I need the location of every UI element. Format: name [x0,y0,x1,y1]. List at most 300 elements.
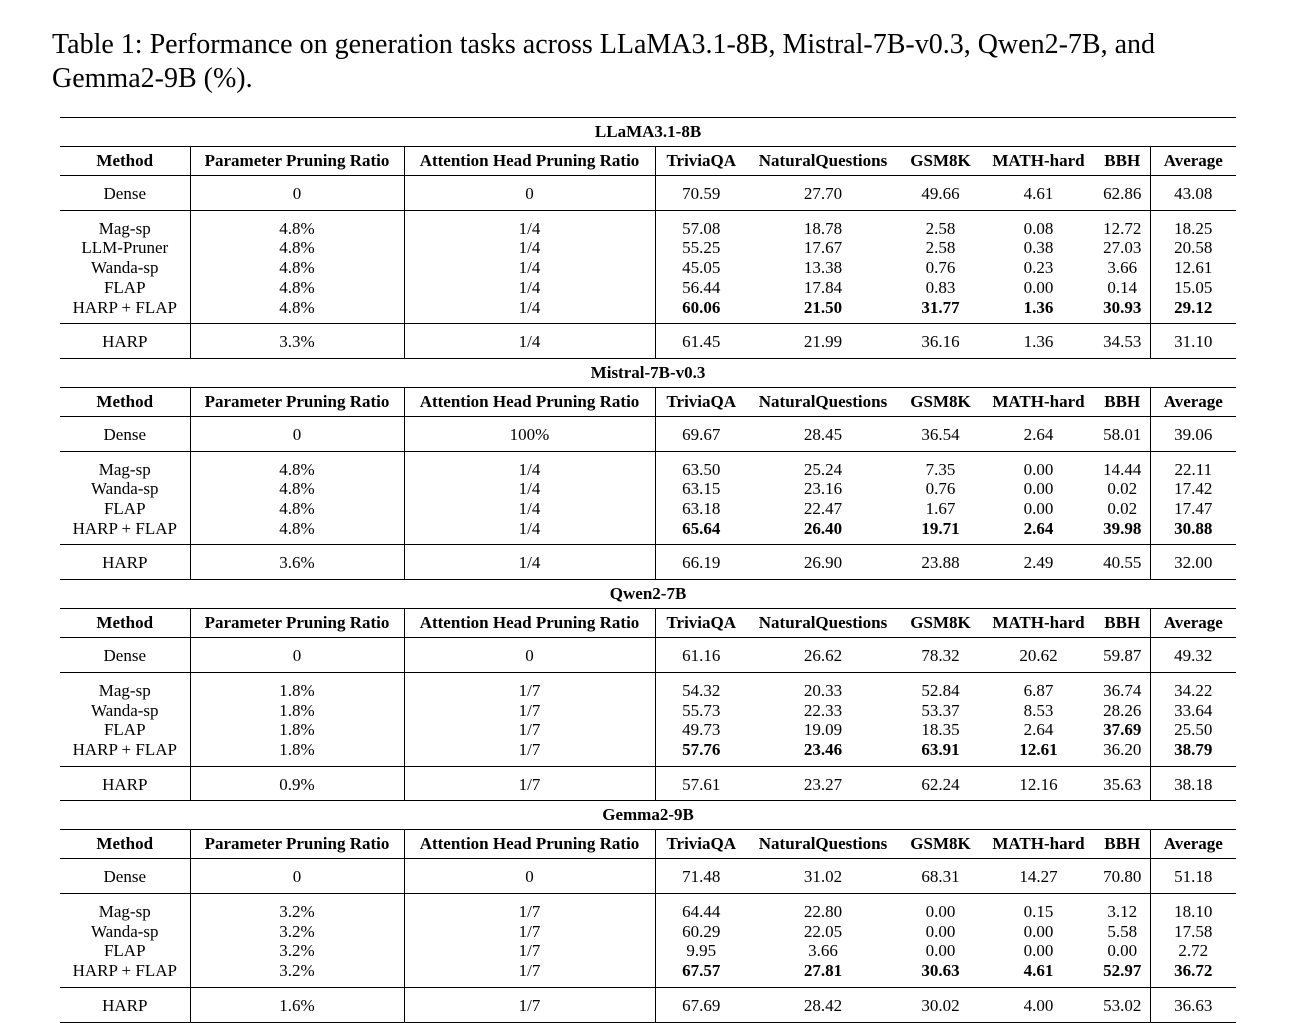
table-cell: 62.86 [1095,176,1150,211]
table-cell: 0 [190,859,404,894]
table-cell: 4.61 [982,176,1095,211]
table-cell: 21.50 [747,298,899,324]
table-cell: 36.63 [1150,987,1236,1022]
table-cell: 27.03 [1095,238,1150,258]
table-cell: 1/4 [404,278,655,298]
table-cell: 31.77 [899,298,982,324]
table-cell: 4.8% [190,278,404,298]
table-cell: 31.10 [1150,324,1236,359]
table-cell: 38.18 [1150,766,1236,801]
table-cell: 30.02 [899,987,982,1022]
table-cell: 17.42 [1174,479,1213,499]
column-header: BBH [1095,830,1150,859]
table-row [60,672,1236,700]
table-row [60,298,1236,324]
table-cell: 15.05 [1174,277,1213,297]
table-cell: 28.26 [1095,701,1150,721]
table-cell: 27.81 [747,961,899,987]
table-cell: 0.00 [1023,499,1054,519]
table-cell: 36.72 [1150,961,1236,987]
column-header: Attention Head Pruning Ratio [404,830,655,859]
column-header-row [60,387,1236,416]
table-cell: 23.27 [747,766,899,801]
table-row [60,258,1236,278]
table-cell: 3.66 [1095,258,1150,278]
table-cell: 1/4 [404,451,655,479]
table-cell: 66.19 [655,545,747,580]
table-cell: 0.76 [925,258,956,278]
table-cell: 1.6% [190,987,404,1022]
column-header: Method [60,830,190,859]
table-cell: 78.32 [899,638,982,673]
column-header: BBH [1095,387,1150,416]
table-cell: 1/7 [404,941,655,961]
table-cell: 2.49 [982,545,1095,580]
table-cell: 49.73 [682,720,721,740]
table-row [60,922,1236,942]
table-cell: 67.69 [655,987,747,1022]
table-row [60,416,1236,451]
table-cell: Wanda-sp [60,479,190,499]
table-row [60,519,1236,545]
table-cell: 34.53 [1095,324,1150,359]
table-cell: 63.50 [682,459,721,479]
table-row [60,278,1236,298]
table-cell: 45.05 [682,258,721,278]
table-cell: 30.63 [899,961,982,987]
table-cell: 0 [404,638,655,673]
table-cell: 0.02 [1095,499,1150,519]
table-cell: 2.72 [1178,941,1209,961]
column-header: Average [1150,387,1236,416]
table-cell: 4.8% [190,210,404,238]
table-cell: FLAP [60,720,190,740]
column-header: NaturalQuestions [747,147,899,176]
table-cell: 43.08 [1150,176,1236,211]
table-cell: 1/7 [404,701,655,721]
table-cell: 57.08 [682,218,721,238]
table-cell: 37.69 [1095,720,1150,740]
column-header: BBH [1095,609,1150,638]
column-header: MATH-hard [982,830,1095,859]
table-cell: 4.8% [190,298,404,324]
column-header: NaturalQuestions [747,830,899,859]
results-table-wrapper [60,117,1236,1023]
table-row [60,961,1236,987]
table-cell: 1/4 [404,258,655,278]
model-title: Mistral-7B-v0.3 [60,358,1236,387]
table-cell: 1/7 [404,740,655,766]
column-header: Attention Head Pruning Ratio [404,387,655,416]
table-cell: Dense [60,176,190,211]
table-cell: 1/7 [404,720,655,740]
table-cell: 60.29 [682,921,721,941]
table-cell: Dense [60,638,190,673]
column-header: Attention Head Pruning Ratio [404,147,655,176]
table-cell: 2.58 [925,238,956,258]
column-header: Parameter Pruning Ratio [190,609,404,638]
table-cell: 70.80 [1095,859,1150,894]
table-cell: 25.50 [1174,720,1213,740]
table-cell: 0.00 [1023,479,1054,499]
column-header: TriviaQA [655,147,747,176]
column-header: Method [60,147,190,176]
table-cell: 1/4 [404,324,655,359]
table-cell: 58.01 [1095,416,1150,451]
table-cell: 4.8% [190,451,404,479]
table-cell: 2.58 [925,218,956,238]
table-row [60,176,1236,211]
table-row [60,545,1236,580]
table-cell: 4.8% [190,238,404,258]
table-row [60,238,1236,258]
column-header: Parameter Pruning Ratio [190,830,404,859]
table-cell: 36.20 [1095,740,1150,766]
table-row [60,210,1236,238]
model-title: LLaMA3.1-8B [60,118,1236,147]
table-cell: 68.31 [899,859,982,894]
table-cell: 1/4 [404,545,655,580]
table-cell: 22.47 [803,499,843,519]
table-cell: 0.15 [1023,902,1054,922]
table-cell: Wanda-sp [60,258,190,278]
table-cell: 6.87 [1023,680,1054,700]
table-cell: 1.8% [190,701,404,721]
table-cell: 0.76 [925,479,956,499]
table-cell: 2.64 [982,519,1095,545]
table-cell: 0.00 [1095,941,1150,961]
table-cell: 12.61 [982,740,1095,766]
table-cell: 1/4 [404,298,655,324]
table-row [60,859,1236,894]
table-cell: 60.06 [655,298,747,324]
table-row [60,324,1236,359]
column-header: GSM8K [899,830,982,859]
column-header: NaturalQuestions [747,387,899,416]
table-row [60,740,1236,766]
column-header: TriviaQA [655,830,747,859]
table-cell: 25.24 [803,459,843,479]
table-cell: 39.98 [1095,519,1150,545]
table-row [60,479,1236,499]
table-cell: 17.67 [803,238,843,258]
table-cell: 55.73 [682,700,721,720]
table-cell: 18.78 [803,218,843,238]
column-header: Average [1150,609,1236,638]
table-cell: 2.64 [1023,720,1054,740]
table-cell: 29.12 [1150,298,1236,324]
table-cell: 1/4 [404,238,655,258]
table-cell: HARP + FLAP [60,298,190,324]
table-cell: 0 [190,638,404,673]
table-cell: 69.67 [655,416,747,451]
table-cell: 49.32 [1150,638,1236,673]
table-cell: 20.58 [1174,238,1213,258]
table-cell: 3.66 [808,941,838,961]
table-cell: 70.59 [655,176,747,211]
table-cell: 5.58 [1095,922,1150,942]
table-cell: Wanda-sp [60,701,190,721]
column-header: GSM8K [899,609,982,638]
table-cell: 62.24 [899,766,982,801]
table-cell: 52.84 [921,680,960,700]
model-title-row [60,358,1236,387]
table-cell: 34.22 [1174,680,1213,700]
table-cell: 4.8% [190,519,404,545]
table-cell: 14.27 [982,859,1095,894]
column-header: GSM8K [899,147,982,176]
table-cell: 1/7 [404,961,655,987]
table-cell: HARP [60,987,190,1022]
table-cell: 0.00 [1023,941,1054,961]
column-header: Method [60,387,190,416]
model-title-row [60,801,1236,830]
table-cell: 7.35 [925,459,956,479]
table-cell: 57.61 [655,766,747,801]
table-cell: FLAP [60,941,190,961]
table-cell: 1.36 [982,324,1095,359]
column-header-row [60,830,1236,859]
table-row [60,894,1236,922]
table-cell: 22.80 [803,902,843,922]
column-header: BBH [1095,147,1150,176]
table-row [60,941,1236,961]
table-cell: 63.15 [682,479,721,499]
column-header: MATH-hard [982,609,1095,638]
table-cell: 67.57 [655,961,747,987]
table-cell: 0.9% [190,766,404,801]
table-cell: 71.48 [655,859,747,894]
table-cell: 1/4 [404,210,655,238]
column-header: Average [1150,830,1236,859]
table-cell: 4.8% [190,479,404,499]
results-table [60,117,1236,1023]
table-cell: 0.00 [1023,459,1054,479]
table-cell: 12.16 [982,766,1095,801]
table-cell: 4.8% [190,499,404,519]
table-cell: 0.00 [1023,921,1054,941]
table-cell: 53.37 [921,700,960,720]
table-row [60,638,1236,673]
column-header: NaturalQuestions [747,609,899,638]
table-cell: 0 [404,176,655,211]
table-cell: 17.58 [1174,921,1213,941]
table-cell: 23.46 [747,740,899,766]
table-cell: 4.61 [982,961,1095,987]
table-cell: 52.97 [1095,961,1150,987]
table-cell: 30.88 [1150,519,1236,545]
table-cell: 26.90 [747,545,899,580]
table-cell: 3.2% [190,922,404,942]
table-cell: 40.55 [1095,545,1150,580]
table-cell: 17.47 [1174,499,1213,519]
table-row [60,987,1236,1022]
table-cell: 27.70 [747,176,899,211]
table-cell: 30.93 [1095,298,1150,324]
table-cell: 35.63 [1095,766,1150,801]
table-cell: 1/4 [404,499,655,519]
table-cell: 0.14 [1095,278,1150,298]
table-cell: 1.8% [190,720,404,740]
table-cell: 59.87 [1095,638,1150,673]
table-cell: 1/7 [404,672,655,700]
table-cell: LLM-Pruner [60,238,190,258]
table-cell: 9.95 [686,941,717,961]
table-cell: 20.33 [803,680,843,700]
table-cell: 0.23 [1023,258,1054,278]
table-cell: 22.05 [803,921,843,941]
table-cell: 63.91 [899,740,982,766]
table-cell: 12.61 [1174,258,1213,278]
table-cell: Dense [60,416,190,451]
table-cell: Wanda-sp [60,922,190,942]
column-header: Parameter Pruning Ratio [190,387,404,416]
column-header-row [60,609,1236,638]
table-cell: 19.09 [803,720,843,740]
table-cell: 22.11 [1174,459,1213,479]
table-cell: 0.00 [1023,277,1054,297]
column-header: Parameter Pruning Ratio [190,147,404,176]
table-cell: HARP + FLAP [60,519,190,545]
column-header-row [60,147,1236,176]
table-cell: 54.32 [682,680,721,700]
table-caption: Table 1: Performance on generation tasks across LLaMA3.1-8B, Mistral-7B-v0.3, Qwen2-7B, and Gemma2-9B (%). [52,29,1155,94]
table-cell: 0.02 [1095,479,1150,499]
table-cell: 0.83 [925,277,956,297]
table-cell: Mag-sp [60,210,190,238]
table-cell: 3.3% [190,324,404,359]
table-cell: 55.25 [682,238,721,258]
table-cell: 12.72 [1095,210,1150,238]
table-cell: 1/4 [404,479,655,499]
table-cell: 1/7 [404,987,655,1022]
table-cell: FLAP [60,499,190,519]
table-cell: 1/7 [404,894,655,922]
table-cell: 4.8% [190,258,404,278]
table-cell: 19.71 [899,519,982,545]
table-cell: 49.66 [899,176,982,211]
table-cell: HARP [60,545,190,580]
table-cell: Dense [60,859,190,894]
table-cell: 33.64 [1174,700,1213,720]
table-cell: Mag-sp [60,894,190,922]
table-cell: 1/4 [404,519,655,545]
table-cell: 38.79 [1150,740,1236,766]
table-cell: 63.18 [682,499,721,519]
table-cell: 56.44 [682,277,721,297]
table-cell: Mag-sp [60,451,190,479]
table-cell: 36.16 [899,324,982,359]
table-cell: 26.62 [747,638,899,673]
table-row [60,451,1236,479]
model-title: Qwen2-7B [60,580,1236,609]
table-cell: 1.8% [190,740,404,766]
model-title: Gemma2-9B [60,801,1236,830]
table-cell: 18.25 [1174,218,1213,238]
table-cell: 0 [190,176,404,211]
table-cell: 2.64 [982,416,1095,451]
table-cell: 61.16 [655,638,747,673]
model-title-row [60,580,1236,609]
table-row [60,499,1236,519]
table-cell: 14.44 [1095,451,1150,479]
table-cell: 17.84 [803,277,843,297]
table-cell: 20.62 [982,638,1095,673]
table-cell: 1.36 [982,298,1095,324]
table-cell: 3.12 [1095,894,1150,922]
table-cell: 36.74 [1095,672,1150,700]
column-header: TriviaQA [655,387,747,416]
table-cell: HARP [60,766,190,801]
table-cell: 1/7 [404,766,655,801]
table-cell: 0 [404,859,655,894]
table-cell: 28.42 [747,987,899,1022]
table-cell: 18.10 [1174,902,1213,922]
table-cell: 36.54 [899,416,982,451]
table-cell: FLAP [60,278,190,298]
table-row [60,720,1236,740]
table-cell: 64.44 [682,902,721,922]
table-cell: 53.02 [1095,987,1150,1022]
table-cell: 23.88 [899,545,982,580]
table-cell: 18.35 [921,720,960,740]
table-cell: 3.2% [190,961,404,987]
table-cell: 3.2% [190,941,404,961]
table-row [60,766,1236,801]
table-cell: HARP [60,324,190,359]
table-cell: 3.2% [190,894,404,922]
table-cell: 0 [190,416,404,451]
table-cell: 1.67 [925,499,956,519]
table-cell: 0.00 [925,902,956,922]
table-cell: 0.00 [925,941,956,961]
column-header: GSM8K [899,387,982,416]
table-cell: Mag-sp [60,672,190,700]
table-cell: 39.06 [1150,416,1236,451]
table-cell: 51.18 [1150,859,1236,894]
table-cell: 21.99 [747,324,899,359]
column-header: TriviaQA [655,609,747,638]
table-cell: 28.45 [747,416,899,451]
table-cell: 1.8% [190,672,404,700]
table-cell: 32.00 [1150,545,1236,580]
table-cell: 23.16 [803,479,843,499]
table-cell: 0.00 [925,921,956,941]
table-cell: 8.53 [1023,700,1054,720]
table-cell: HARP + FLAP [60,740,190,766]
column-header: MATH-hard [982,147,1095,176]
table-row [60,701,1236,721]
table-cell: 65.64 [655,519,747,545]
table-cell: 1/7 [404,922,655,942]
column-header: Method [60,609,190,638]
column-header: Attention Head Pruning Ratio [404,609,655,638]
table-cell: 0.08 [1023,218,1054,238]
results-table-body [60,118,1236,1023]
table-cell: 22.33 [803,700,843,720]
table-cell: 4.00 [982,987,1095,1022]
table-cell: 3.6% [190,545,404,580]
table-cell: 0.38 [1023,238,1054,258]
table-cell: 57.76 [655,740,747,766]
table-cell: 26.40 [747,519,899,545]
table-cell: 100% [404,416,655,451]
column-header: MATH-hard [982,387,1095,416]
model-title-row [60,118,1236,147]
column-header: Average [1150,147,1236,176]
table-cell: HARP + FLAP [60,961,190,987]
table-cell: 13.38 [803,258,843,278]
